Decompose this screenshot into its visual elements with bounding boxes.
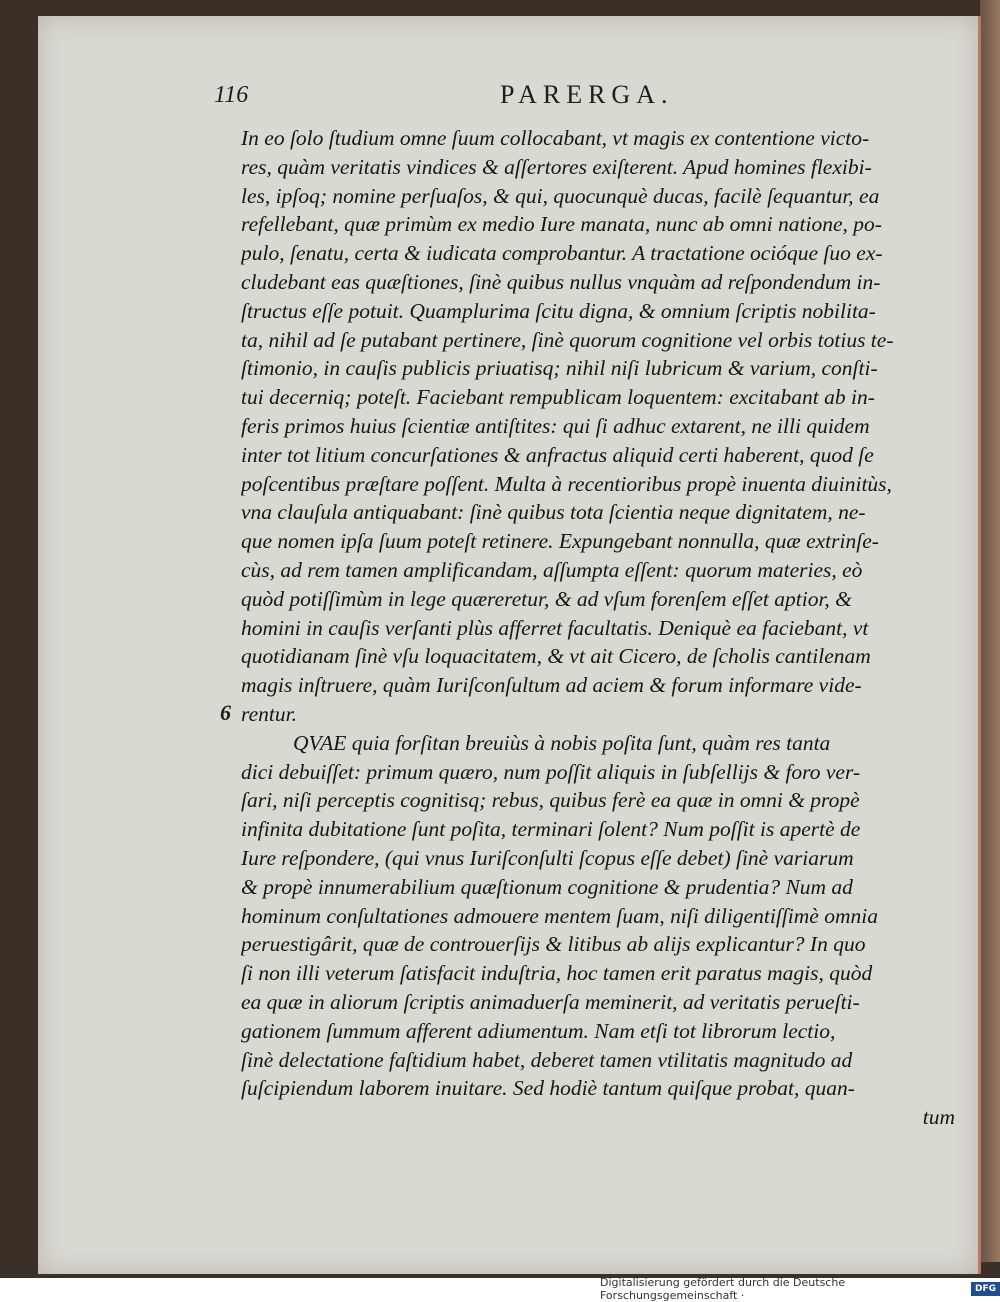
- text-line: feris primos huius ſcientiæ antiſtites: qui ſi adhuc extarent, ne illi quidem: [241, 413, 870, 438]
- text-line: In eo ſolo ſtudium omne ſuum collocabant, vt magis ex contentione victo-: [241, 126, 870, 150]
- footer-credit: Digitalisierung gefördert durch die Deutsche Forschungsgemeinschaft ·: [600, 1276, 846, 1302]
- text-line: ea quæ in aliorum ſcriptis animaduerſa meminerit, ad veritatis perueſti-: [241, 989, 860, 1014]
- text-line: cludebant eas quæſtiones, ſinè quibus nullus vnquàm ad reſpondendum in-: [241, 269, 881, 294]
- text-line: hominum conſultationes admouere mentem ſuam, niſi diligentiſſimè omnia: [241, 903, 878, 928]
- text-line: infinita dubitatione ſunt poſita, terminari ſolent? Num poſſit is apertè de: [241, 817, 861, 842]
- text-line: ta, nihil ad ſe putabant pertinere, ſinè quorum cognitione vel orbis totius te-: [241, 327, 894, 352]
- text-line: tui decerniq; poteſt. Faciebant rempublicam loquentem: excitabant ab in-: [241, 385, 875, 410]
- text-line: ſuſcipiendum laborem inuitare. Sed hodiè tantum quiſque probat, quan-: [241, 1076, 855, 1101]
- dfg-logo-icon: DFG: [971, 1282, 1000, 1296]
- text-line: magis inſtruere, quàm Iuriſconſultum ad aciem & forum informare vide-: [241, 673, 862, 698]
- text-line: ſtimonio, in cauſis publicis priuatisq; nihil niſi lubricum & varium, conſti-: [241, 356, 878, 381]
- text-line: inter tot litium concurſationes & anfractus aliquid certi haberent, quod ſe: [241, 442, 874, 467]
- text-line: vna clauſula antiquabant: ſinè quibus tota ſcientia neque dignitatem, ne-: [241, 500, 866, 525]
- text-line: peruestigârit, quæ de controuerſijs & litibus ab alijs explicantur? In quo: [241, 932, 866, 957]
- text-line: gationem ſummum afferent adiumentum. Nam etſi tot librorum lectio,: [241, 1018, 836, 1043]
- text-line: refellebant, quæ primùm ex medio Iure manata, nunc ab omni natione, po-: [241, 212, 882, 237]
- text-line: quòd potiſſimùm in lege quæreretur, & ad vſum forenſem eſſet aptior, &: [241, 586, 852, 611]
- body-text: [241, 124, 955, 1132]
- text-line: que nomen ipſa ſuum poteſt retinere. Expungebant nonnulla, quæ extrinſe-: [241, 529, 879, 554]
- text-line: res, quàm veritatis vindices & aſſertores exiſterent. Apud homines flexibi-: [241, 154, 872, 179]
- text-line: Iure reſpondere, (qui vnus Iuriſconſulti ſcopus eſſe debet) ſinè variarum: [241, 845, 854, 870]
- text-line: les, ipſoq; nomine perſuaſos, & qui, quocunquè ducas, facilè ſequantur, ea: [241, 183, 880, 208]
- text-line: ſari, niſi perceptis cognitisq; rebus, quibus ferè ea quæ in omni & propè: [241, 788, 860, 813]
- text-line: pulo, ſenatu, certa & iudicata comprobantur. A tractatione ocióque ſuo ex-: [241, 241, 883, 266]
- text-line: poſcentibus præſtare poſſent. Multa à recentioribus propè inuenta diuinitùs,: [241, 471, 892, 496]
- text-line: cùs, ad rem tamen amplificandam, aſſumpta eſſent: quorum materies, eò: [241, 557, 863, 582]
- text-line: quotidianam ſinè vſu loquacitatem, & vt ait Cicero, de ſcholis cantilenam: [241, 644, 871, 669]
- text-line: ſinè delectatione faſtidium habet, deberet tamen vtilitatis magnitudo ad: [241, 1047, 853, 1072]
- catchword: tum: [922, 1105, 955, 1130]
- text-line: homini in cauſis verſanti plùs afferret facultatis. Deniquè ea faciebant, vt: [241, 615, 869, 640]
- text-line: ſi non illi veterum ſatisfacit induſtria, hoc tamen erit paratus magis, quòd: [241, 961, 873, 986]
- running-head: PARERGA.: [500, 80, 674, 109]
- margin-section-number: 6: [220, 700, 231, 725]
- text-line: & propè innumerabilium quæſtionum cognitione & prudentia? Num ad: [241, 874, 853, 899]
- digitization-footer: [600, 1276, 1000, 1302]
- paragraph-start-line: QVAE quia forſitan breuiùs à nobis poſita ſunt, quàm res tanta: [293, 730, 831, 755]
- text-line: ſtructus eſſe potuit. Quamplurima ſcitu digna, & omnium ſcriptis nobilita-: [241, 298, 876, 323]
- text-line: dici debuiſſet: primum quæro, num poſſit aliquis in ſubſellijs & foro ver-: [241, 759, 861, 784]
- text-line: rentur.: [241, 701, 297, 726]
- book-edge: [980, 0, 1000, 1262]
- page-number: 116: [214, 82, 249, 108]
